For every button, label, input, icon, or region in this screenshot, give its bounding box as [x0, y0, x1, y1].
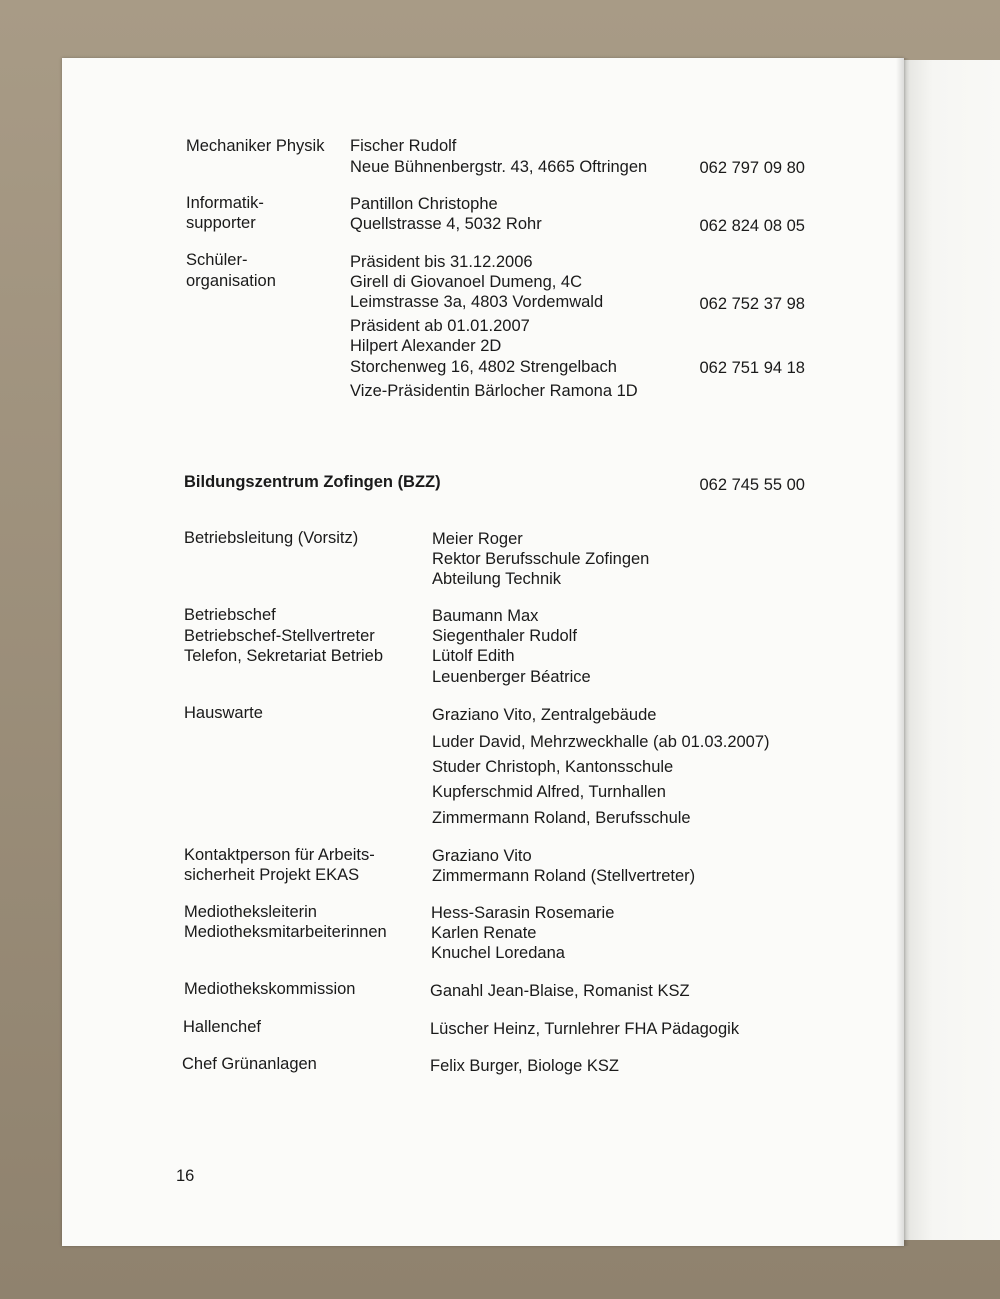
book-gutter: [896, 58, 910, 1246]
person-name: Felix Burger, Biologe KSZ: [430, 1057, 619, 1075]
person-name: Ganahl Jean-Blaise, Romanist KSZ: [430, 982, 690, 1000]
role-label: Kontaktperson für Arbeits-: [184, 846, 375, 864]
person-name: Kupferschmid Alfred, Turnhallen: [432, 783, 666, 801]
address: Leimstrasse 3a, 4803 Vordemwald: [350, 293, 604, 311]
person-name: Pantillon Christophe: [350, 195, 498, 213]
role-label: Hallenchef: [183, 1018, 261, 1036]
text-line: Vize-Präsidentin Bärlocher Ramona 1D: [350, 382, 638, 400]
person-name: Luder David, Mehrzweckhalle (ab 01.03.2007): [432, 733, 770, 751]
role-label: supporter: [186, 214, 256, 232]
phone-number: 062 752 37 98: [699, 295, 805, 313]
person-name: Knuchel Loredana: [431, 944, 565, 962]
person-name: Hess-Sarasin Rosemarie: [431, 904, 615, 922]
facing-page: [904, 60, 1000, 1240]
role-label: sicherheit Projekt EKAS: [184, 866, 360, 884]
page-number: 16: [176, 1167, 195, 1185]
person-name: Leuenberger Béatrice: [432, 668, 591, 686]
person-name: Meier Roger: [432, 530, 523, 548]
role-label: Betriebsleitung (Vorsitz): [184, 529, 359, 547]
address: Quellstrasse 4, 5032 Rohr: [350, 215, 542, 233]
person-name: Zimmermann Roland (Stellvertreter): [432, 867, 696, 885]
role-label: Betriebschef-Stellvertreter: [184, 627, 375, 645]
person-name: Baumann Max: [432, 607, 539, 625]
address: Neue Bühnenbergstr. 43, 4665 Oftringen: [350, 158, 648, 176]
section-heading: Bildungszentrum Zofingen (BZZ): [184, 473, 441, 491]
person-name: Karlen Renate: [431, 924, 537, 942]
person-name: Graziano Vito, Zentralgebäude: [432, 706, 657, 724]
phone-number: 062 797 09 80: [699, 159, 805, 177]
role-label: Schüler-: [186, 251, 248, 269]
phone-number: 062 824 08 05: [699, 217, 805, 235]
role-label: Mediotheksleiterin: [184, 903, 317, 921]
phone-number: 062 751 94 18: [699, 359, 805, 377]
person-name: Graziano Vito: [432, 847, 532, 865]
text-line: Präsident bis 31.12.2006: [350, 253, 533, 271]
phone-number: 062 745 55 00: [699, 476, 805, 494]
role-label: Telefon, Sekretariat Betrieb: [184, 647, 384, 665]
person-name: Studer Christoph, Kantonsschule: [432, 758, 674, 776]
role-label: organisation: [186, 272, 276, 290]
person-name: Siegenthaler Rudolf: [432, 627, 577, 645]
role-label: Mechaniker Physik: [186, 137, 325, 155]
role-label: Hauswarte: [184, 704, 263, 722]
text-line: Abteilung Technik: [432, 570, 562, 588]
person-name: Lütolf Edith: [432, 647, 515, 665]
person-name: Zimmermann Roland, Berufsschule: [432, 809, 691, 827]
person-name: Hilpert Alexander 2D: [350, 337, 502, 355]
role-label: Betriebschef: [184, 606, 276, 624]
text-line: Präsident ab 01.01.2007: [350, 317, 530, 335]
person-name: Girell di Giovanoel Dumeng, 4C: [350, 273, 583, 291]
role-label: Mediothekskommission: [184, 980, 356, 998]
person-name: Lüscher Heinz, Turnlehrer FHA Pädagogik: [430, 1020, 740, 1038]
role-label: Mediotheksmitarbeiterinnen: [184, 923, 387, 941]
person-name: Fischer Rudolf: [350, 137, 457, 155]
address: Storchenweg 16, 4802 Strengelbach: [350, 358, 617, 376]
role-label: Chef Grünanlagen: [182, 1055, 317, 1073]
text-line: Rektor Berufsschule Zofingen: [432, 550, 650, 568]
role-label: Informatik-: [186, 194, 264, 212]
